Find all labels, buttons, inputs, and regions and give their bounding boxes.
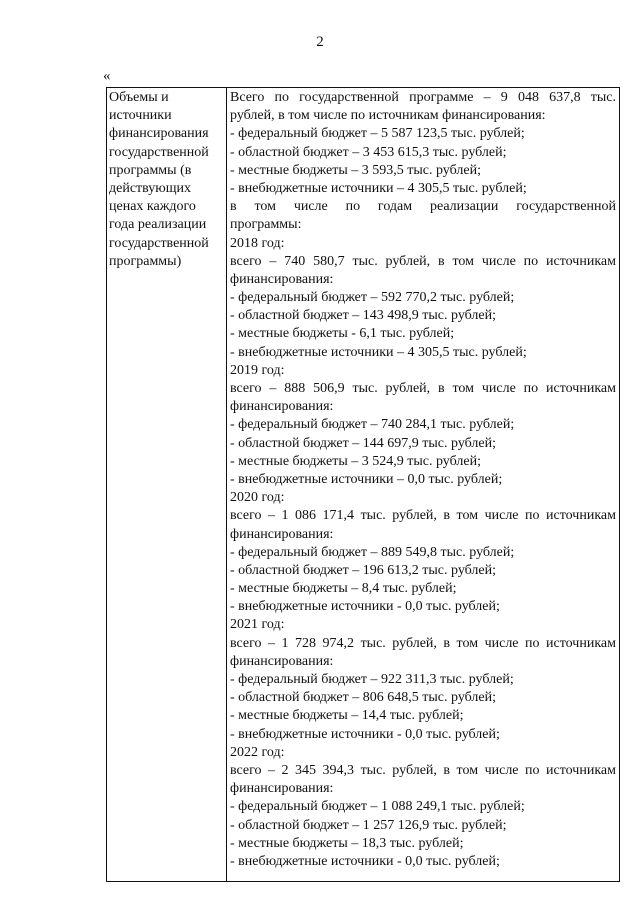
content-line: - местные бюджеты – 3 524,9 тыс. рублей; — [230, 453, 481, 469]
label-line: ценах каждого — [109, 199, 196, 215]
content-line: - внебюджетные источники - 0,0 тыс. рублей; — [230, 853, 500, 869]
content-line: - внебюджетные источники - 0,0 тыс. рублей; — [230, 726, 500, 742]
content-line: - федеральный бюджет – 922 311,3 тыс. рублей; — [230, 672, 514, 687]
page-number: 2 — [316, 34, 324, 50]
content-line: Всего по государственной программе – 9 048 637,8 тыс. — [230, 90, 616, 105]
content-line: - областной бюджет – 144 697,9 тыс. рублей; — [230, 435, 496, 451]
label-line: финансирования — [109, 126, 209, 142]
content-line: - областной бюджет – 1 257 126,9 тыс. рублей; — [230, 817, 507, 833]
content-line: 2018 год: — [230, 235, 285, 251]
label-cell — [107, 88, 227, 882]
content-line: программы: — [230, 217, 302, 233]
content-line: - федеральный бюджет – 5 587 123,5 тыс. рублей; — [230, 126, 525, 142]
content-line: - местные бюджеты – 18,3 тыс. рублей; — [230, 835, 464, 851]
content-line: - федеральный бюджет – 889 549,8 тыс. рублей; — [230, 544, 515, 560]
content-line: - федеральный бюджет – 592 770,2 тыс. рублей; — [230, 290, 515, 306]
content-line: - внебюджетные источники – 4 305,5 тыс. рублей; — [230, 344, 527, 360]
content-line: финансирования: — [230, 653, 334, 669]
content-line: финансирования: — [230, 781, 334, 797]
label-line: программы (в — [109, 162, 192, 178]
opening-quote-mark: « — [103, 68, 111, 84]
content-line: - областной бюджет – 196 613,2 тыс. рублей; — [230, 562, 496, 578]
content-line: - внебюджетные источники – 0,0 тыс. рублей; — [230, 471, 503, 487]
content-line: - внебюджетные источники – 4 305,5 тыс. рублей; — [230, 180, 527, 196]
content-line: в том числе по годам реализации государственной — [230, 199, 616, 215]
content-line: 2022 год: — [230, 744, 285, 760]
label-line: Объемы и — [109, 90, 169, 105]
content-line: - областной бюджет – 143 498,9 тыс. рублей; — [230, 308, 496, 324]
content-line: - местные бюджеты – 14,4 тыс. рублей; — [230, 708, 464, 724]
content-line: - внебюджетные источники - 0,0 тыс. рублей; — [230, 599, 500, 615]
label-line: года реализации — [109, 217, 207, 233]
content-line: финансирования: — [230, 399, 334, 415]
content-line: 2019 год: — [230, 362, 285, 378]
label-line: источники — [109, 108, 172, 124]
funding-table — [106, 87, 620, 882]
content-line: - местные бюджеты – 3 593,5 тыс. рублей; — [230, 162, 481, 178]
content-line: - федеральный бюджет – 1 088 249,1 тыс. рублей; — [230, 799, 525, 815]
content-line: всего – 2 345 394,3 тыс. рублей, в том числе по источникам — [230, 762, 616, 778]
label-line: государственной — [109, 144, 209, 160]
content-line: рублей, в том числе по источникам финансирования: — [230, 108, 546, 124]
content-cell — [227, 88, 620, 882]
label-line: действующих — [109, 181, 192, 197]
content-line: - федеральный бюджет – 740 284,1 тыс. рублей; — [230, 417, 515, 433]
label-text — [109, 89, 226, 271]
content-line: всего – 888 506,9 тыс. рублей, в том числе по источникам — [230, 381, 616, 396]
funding-row — [107, 88, 620, 882]
content-line: - областной бюджет – 806 648,5 тыс. рублей; — [230, 690, 496, 706]
content-line: всего – 1 728 974,2 тыс. рублей, в том числе по источникам — [230, 635, 616, 651]
content-line: всего – 1 086 171,4 тыс. рублей, в том числе по источникам — [230, 508, 616, 524]
funding-details — [230, 89, 616, 871]
content-line: - областной бюджет – 3 453 615,3 тыс. рублей; — [230, 144, 507, 160]
label-line: программы) — [109, 253, 182, 269]
content-line: всего – 740 580,7 тыс. рублей, в том числе по источникам — [230, 253, 616, 269]
label-line: государственной — [109, 235, 209, 251]
content-line: - местные бюджеты - 6,1 тыс. рублей; — [230, 326, 455, 342]
content-line: 2021 год: — [230, 617, 285, 633]
content-line: финансирования: — [230, 526, 334, 542]
content-line: 2020 год: — [230, 490, 285, 506]
content-line: - местные бюджеты – 8,4 тыс. рублей; — [230, 581, 457, 597]
content-line: финансирования: — [230, 271, 334, 287]
